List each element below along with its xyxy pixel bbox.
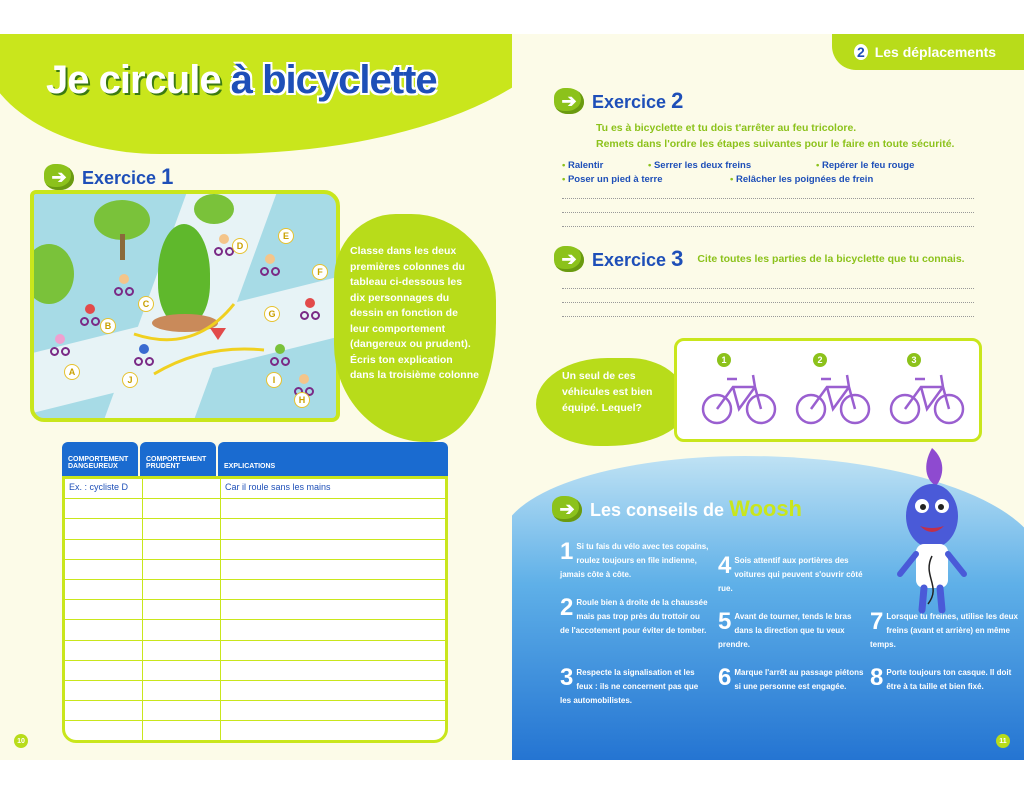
figure-label-h: H <box>294 392 310 408</box>
arrow-icon: ➔ <box>552 496 582 522</box>
left-page <box>0 34 512 760</box>
table-cell[interactable] <box>143 479 221 498</box>
tip-item <box>718 666 868 694</box>
table-cell[interactable]: Car il roule sans les mains <box>225 482 331 492</box>
exercise2-heading <box>554 88 683 114</box>
answer-line[interactable] <box>562 288 974 289</box>
section-number: 2 <box>854 44 868 60</box>
title-part1: Je circule <box>46 58 221 102</box>
tip-item <box>560 666 710 708</box>
tip-number: 2 <box>560 594 574 621</box>
classification-table <box>62 442 448 743</box>
answer-line[interactable] <box>562 198 974 199</box>
conseils-heading <box>552 496 802 522</box>
tip-number: 5 <box>718 608 732 635</box>
woosh-brand: Woosh <box>729 496 802 521</box>
exercise3-instruction: Cite toutes les parties de la bicyclette que tu connais. <box>697 253 965 265</box>
exercise1-heading <box>44 164 173 190</box>
step-option: • Relâcher les poignées de frein <box>730 174 873 185</box>
page-title <box>46 58 437 103</box>
conseils-title: Les conseils de <box>590 500 725 520</box>
exercise3-label: Exercice <box>592 250 667 270</box>
table-row[interactable] <box>65 721 445 740</box>
table-row[interactable] <box>65 580 445 600</box>
answer-line[interactable] <box>562 212 974 213</box>
arrow-icon: ➔ <box>554 88 584 114</box>
table-header-prudent: COMPORTEMENT PRUDENT <box>140 442 216 476</box>
tip-number: 7 <box>870 608 884 635</box>
arrow-icon: ➔ <box>44 164 74 190</box>
bike-number[interactable]: 3 <box>907 353 921 367</box>
table-header-dangerous: COMPORTEMENT DANGEUREUX <box>62 442 138 476</box>
step-option: • Repérer le feu rouge <box>816 160 914 171</box>
figure-label-j: J <box>122 372 138 388</box>
table-cell[interactable]: Ex. : cycliste D <box>65 479 143 498</box>
exercise3-heading <box>554 246 965 272</box>
exercise2-line1: Tu es à bicyclette et tu dois t'arrêter au feu tricolore. <box>596 122 857 134</box>
answer-line[interactable] <box>562 316 974 317</box>
figure-label-i: I <box>266 372 282 388</box>
bike-panel <box>674 338 982 442</box>
exercise2-number: 2 <box>671 88 684 113</box>
table-row[interactable] <box>65 499 445 519</box>
step-option: • Ralentir <box>562 160 603 171</box>
tip-number: 6 <box>718 664 732 691</box>
figure-label-d: D <box>232 238 248 254</box>
tip-item <box>718 554 868 596</box>
section-heading <box>854 44 996 60</box>
book-spread <box>0 34 1024 760</box>
tip-number: 1 <box>560 538 574 565</box>
tip-item <box>560 540 710 582</box>
arrow-icon: ➔ <box>554 246 584 272</box>
bicycle-icon <box>697 365 967 429</box>
table-header-explanations: EXPLICATIONS <box>218 442 448 476</box>
figure-label-a: A <box>64 364 80 380</box>
tip-text: Porte toujours ton casque. Il doit être à ta taille et bien fixé. <box>886 668 1012 691</box>
arrows-icon <box>34 194 340 422</box>
tip-number: 8 <box>870 664 884 691</box>
table-row[interactable] <box>65 519 445 539</box>
exercise1-instruction: Classe dans les deux premières colonnes du tableau ci-dessous les dix personnages du dessin en fonction de leur comportement (dangereux ou prudent). Écris ton explication dans la troisième colonne <box>350 245 479 381</box>
step-option: • Poser un pied à terre <box>562 174 662 185</box>
exercise2-line2: Remets dans l'ordre les étapes suivantes pour le faire en toute sécurité. <box>596 138 955 150</box>
table-row[interactable] <box>65 661 445 681</box>
table-row[interactable] <box>65 600 445 620</box>
exercise3-number: 3 <box>671 246 684 271</box>
tip-text: Lorsque tu freines, utilise les deux freins (avant et arrière) en même temps. <box>870 612 1018 649</box>
figure-label-e: E <box>278 228 294 244</box>
exercise2-instruction <box>596 120 1016 152</box>
bike-question: Un seul de ces véhicules est bien équipé. Lequel? <box>562 370 653 414</box>
tip-item <box>870 666 1020 694</box>
page-number-right: 11 <box>996 734 1010 748</box>
figure-label-f: F <box>312 264 328 280</box>
tip-number: 3 <box>560 664 574 691</box>
tip-number: 4 <box>718 552 732 579</box>
table-row[interactable] <box>65 681 445 701</box>
bike-number[interactable]: 2 <box>813 353 827 367</box>
tip-text: Respecte la signalisation et les feux : ils ne concernent pas que les automobilistes. <box>560 668 699 705</box>
figure-label-c: C <box>138 296 154 312</box>
tip-text: Avant de tourner, tends le bras dans la direction que tu veux prendre. <box>718 612 852 649</box>
table-row[interactable] <box>65 641 445 661</box>
tip-text: Si tu fais du vélo avec tes copains, roulez toujours en file indienne, jamais côte à côte. <box>560 542 709 579</box>
table-row[interactable] <box>65 620 445 640</box>
step-option: • Serrer les deux freins <box>648 160 751 171</box>
tip-text: Sois attentif aux portières des voitures qui peuvent s'ouvrir côté rue. <box>718 556 863 593</box>
figure-label-g: G <box>264 306 280 322</box>
tip-item <box>718 610 868 652</box>
section-title: Les déplacements <box>874 44 997 60</box>
tip-text: Roule bien à droite de la chaussée mais pas trop près du trottoir ou de l'accotement pour éviter de tomber. <box>560 598 708 635</box>
table-row[interactable] <box>65 560 445 580</box>
street-illustration <box>30 190 340 422</box>
exercise2-label: Exercice <box>592 92 667 112</box>
answer-line[interactable] <box>562 226 974 227</box>
exercise1-label: Exercice <box>82 168 157 188</box>
exercise1-number: 1 <box>161 164 174 189</box>
tip-text: Marque l'arrêt au passage piétons si une personne est engagée. <box>734 668 864 691</box>
table-row[interactable] <box>65 701 445 721</box>
table-row <box>65 479 445 499</box>
right-page <box>512 34 1024 760</box>
table-row[interactable] <box>65 540 445 560</box>
answer-line[interactable] <box>562 302 974 303</box>
bike-number[interactable]: 1 <box>717 353 731 367</box>
tip-item <box>560 596 710 638</box>
figure-label-b: B <box>100 318 116 334</box>
tip-item <box>870 610 1020 652</box>
title-part2: à bicyclette <box>230 58 437 102</box>
page-number-left: 10 <box>14 734 28 748</box>
woosh-character-icon <box>892 446 972 616</box>
